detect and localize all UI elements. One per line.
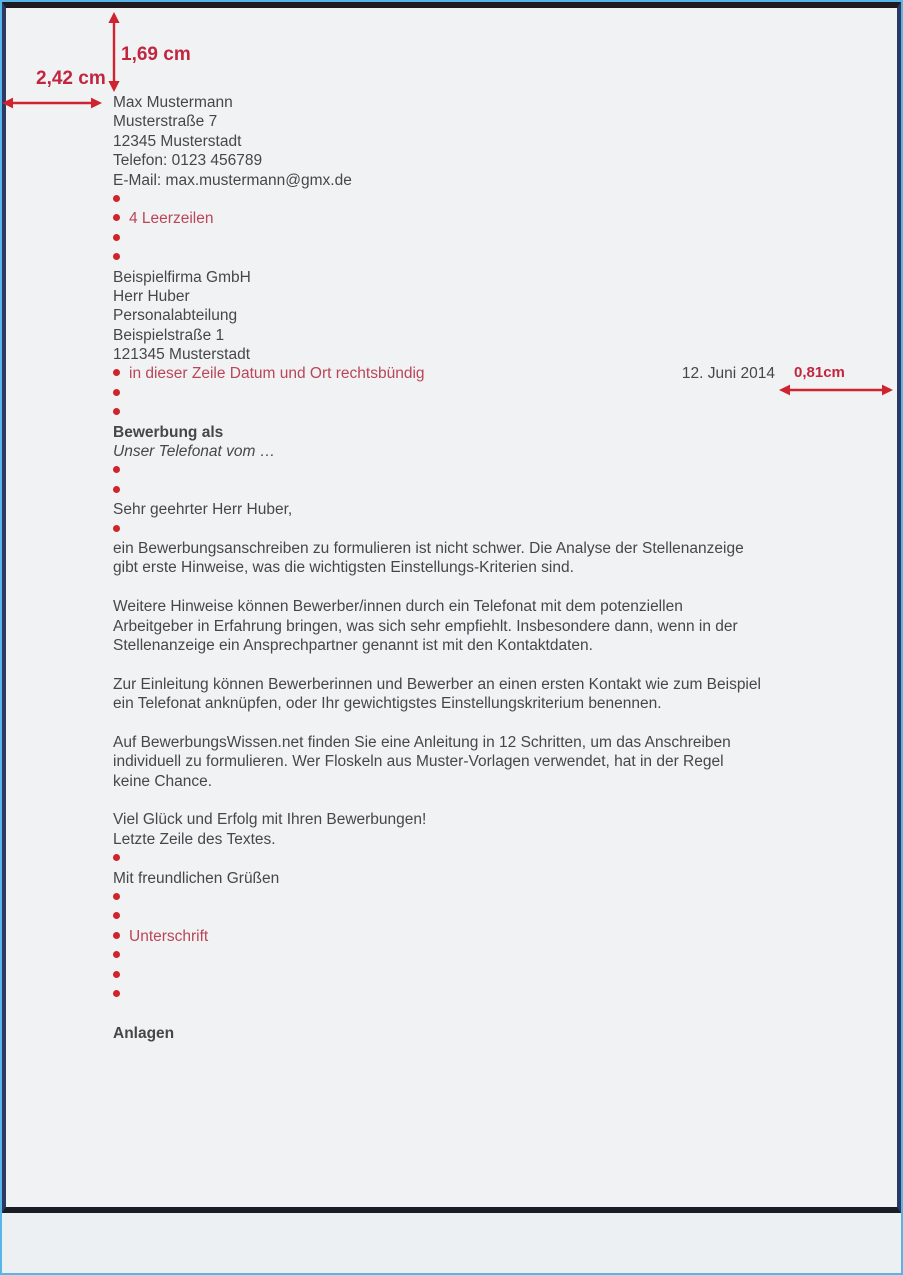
- red-bullet-icon: [113, 854, 120, 861]
- red-bullet-icon: [113, 990, 120, 997]
- letter-line: Viel Glück und Erfolg mit Ihren Bewerbungen!: [113, 811, 427, 829]
- letter-line: Stellenanzeige ein Ansprechpartner genannt ist mit den Kontaktdaten.: [113, 636, 593, 654]
- letter-line: Bewerbung als: [113, 423, 224, 441]
- red-bullet-icon: [113, 912, 120, 919]
- red-bullet-icon: [113, 525, 120, 532]
- letter-line: Unser Telefonat vom …: [113, 443, 276, 461]
- letter-line: ein Bewerbungsanschreiben zu formulieren ist nicht schwer. Die Analyse der Stellenanzeige: [113, 539, 744, 557]
- letter-line: 12345 Musterstadt: [113, 132, 242, 150]
- blank-line-marker: [113, 403, 878, 422]
- blank-line-marker: [113, 927, 878, 946]
- blank-line-marker: [113, 907, 878, 926]
- blank-line-marker: [113, 364, 878, 383]
- top-margin-label: 1,69 cm: [121, 44, 191, 65]
- red-bullet-icon: [113, 486, 120, 493]
- red-bullet-icon: [113, 195, 120, 202]
- letter-line: Sehr geehrter Herr Huber,: [113, 501, 293, 519]
- letter-date: 12. Juni 2014: [681, 365, 775, 383]
- red-bullet-icon: [113, 971, 120, 978]
- letter-line: Telefon: 0123 456789: [113, 152, 263, 170]
- red-bullet-icon: [113, 951, 120, 958]
- blank-line-marker: [113, 190, 878, 209]
- blank-line-marker: [113, 888, 878, 907]
- red-bullet-icon: [113, 408, 120, 415]
- annotation-note: 4 Leerzeilen: [129, 210, 214, 228]
- letter-line: Musterstraße 7: [113, 113, 218, 131]
- letter-line: Beispielfirma GmbH: [113, 268, 251, 286]
- annotation-note: in dieser Zeile Datum und Ort rechtsbündig: [129, 365, 425, 383]
- letter-line: Letzte Zeile des Textes.: [113, 830, 276, 848]
- blank-line-marker: [113, 849, 878, 868]
- annotation-note: Unterschrift: [129, 927, 209, 945]
- footer-strip: [2, 1215, 901, 1273]
- blank-line-marker: [113, 946, 878, 965]
- red-bullet-icon: [113, 369, 120, 376]
- left-margin-label: 2,42 cm: [36, 68, 106, 89]
- letter-line: [113, 791, 878, 810]
- letter-line: E-Mail: max.mustermann@gmx.de: [113, 171, 352, 189]
- letter-line: [113, 714, 878, 733]
- letter-line: Zur Einleitung können Bewerberinnen und Bewerber an einen ersten Kontakt wie zum Beispiel: [113, 675, 761, 693]
- red-bullet-icon: [113, 389, 120, 396]
- blank-line-marker: [113, 461, 878, 480]
- red-bullet-icon: [113, 466, 120, 473]
- letter-line: Weitere Hinweise können Bewerber/innen durch ein Telefonat mit dem potenziellen: [113, 598, 683, 616]
- letter-line: Auf BewerbungsWissen.net finden Sie eine Anleitung in 12 Schritten, um das Anschreiben: [113, 733, 731, 751]
- blank-line-marker: [113, 209, 878, 228]
- red-bullet-icon: [113, 214, 120, 221]
- blank-line-marker: [113, 481, 878, 500]
- red-bullet-icon: [113, 234, 120, 241]
- letter-line: [113, 578, 878, 597]
- letter-line: 121345 Musterstadt: [113, 346, 251, 364]
- letter-body: [113, 93, 878, 1043]
- letter-line: Max Mustermann: [113, 94, 233, 111]
- letter-line: Herr Huber: [113, 287, 190, 305]
- letter-line: [113, 655, 878, 674]
- red-bullet-icon: [113, 253, 120, 260]
- red-bullet-icon: [113, 932, 120, 939]
- blank-line-marker: [113, 985, 878, 1004]
- letter-line: ein Telefonat anknüpfen, oder Ihr gewichtigstes Einstellungskriterium benennen.: [113, 695, 662, 713]
- blank-line-marker: [113, 229, 878, 248]
- right-margin-label: 0,81cm: [794, 364, 845, 381]
- blank-line-marker: [113, 384, 878, 403]
- letter-line: [113, 1004, 878, 1023]
- letter-line: Arbeitgeber in Erfahrung bringen, was sich sehr empfiehlt. Insbesondere dann, wenn in der: [113, 617, 738, 635]
- letter-line: Anlagen: [113, 1024, 175, 1042]
- letter-line: gibt erste Hinweise, was die wichtigsten Einstellungs-Kriterien sind.: [113, 559, 574, 577]
- blank-line-marker: [113, 520, 878, 539]
- letter-line: Mit freundlichen Grüßen: [113, 869, 280, 887]
- letter-line: keine Chance.: [113, 772, 213, 790]
- blank-line-marker: [113, 248, 878, 267]
- letter-line: Personalabteilung: [113, 307, 238, 325]
- letter-line: individuell zu formulieren. Wer Floskeln aus Muster-Vorlagen verwendet, hat in der Regel: [113, 753, 724, 771]
- red-bullet-icon: [113, 893, 120, 900]
- letter-line: Beispielstraße 1: [113, 326, 225, 344]
- blank-line-marker: [113, 966, 878, 985]
